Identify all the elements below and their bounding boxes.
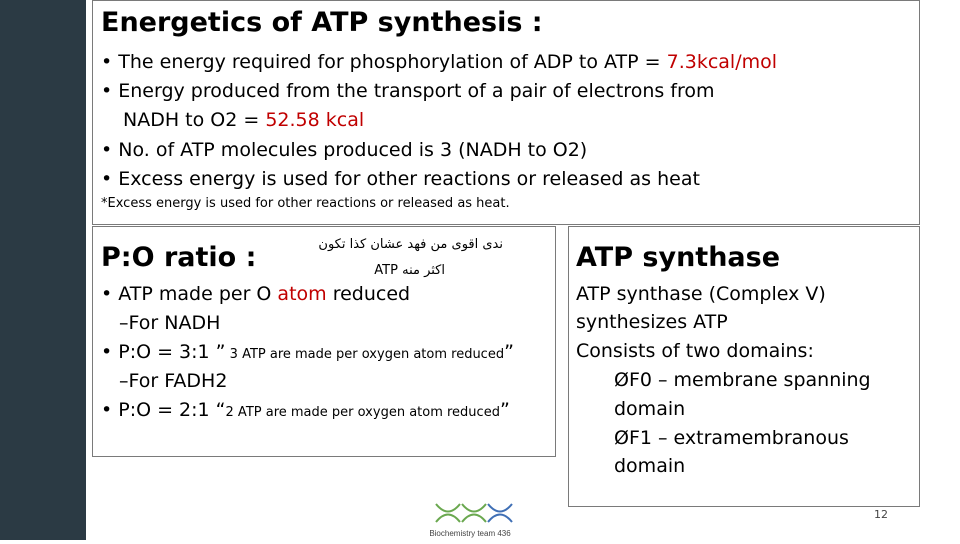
dna-logo-icon — [422, 500, 518, 540]
atom-word: atom — [277, 283, 327, 305]
synthase-line-7: domain — [614, 455, 686, 477]
excess-energy-note: *Excess energy is used for other reactions or released as heat. — [101, 196, 510, 211]
left-sidebar-band — [0, 0, 86, 540]
kcal-value-1: 7.3kcal/mol — [666, 51, 778, 73]
atp-synthase-title: ATP synthase — [576, 242, 781, 273]
synthase-line-3: Consists of two domains: — [576, 340, 814, 362]
po-ratio-box — [92, 226, 556, 457]
energetics-title: Energetics of ATP synthesis : — [101, 7, 543, 38]
page-number: 12 — [874, 508, 888, 521]
synthase-line-4: ØF0 – membrane spanning — [614, 369, 871, 391]
synthase-line-5: domain — [614, 398, 686, 420]
energetics-line-1: • The energy required for phosphorylation of ADP to ATP = 7.3kcal/mol — [101, 51, 778, 73]
energetics-box — [92, 0, 920, 225]
energetics-line-2: • Energy produced from the transport of a pair of electrons from — [101, 80, 715, 102]
arabic-note-line-2: اكثر منه ATP — [374, 263, 445, 278]
po-line-1: • ATP made per O atom reduced — [101, 283, 411, 305]
biochemistry-team-logo — [422, 500, 518, 540]
po-line-nadh: –For NADH — [119, 312, 221, 334]
energetics-line-3: NADH to O2 = 52.58 kcal — [123, 109, 365, 131]
synthase-line-6: ØF1 – extramembranous — [614, 427, 849, 449]
atp-synthase-box — [568, 226, 920, 507]
arabic-note-line-1: ندى اقوى من فهد عشان كذا تكون — [318, 237, 503, 252]
energetics-line-5: • Excess energy is used for other reactions or released as heat — [101, 168, 700, 190]
energetics-line-4: • No. of ATP molecules produced is 3 (NADH to O2) — [101, 139, 588, 161]
po-ratio-title: P:O ratio : — [101, 242, 257, 273]
synthase-line-2: synthesizes ATP — [576, 311, 728, 333]
po-line-3to1: • P:O = 3:1 ” 3 ATP are made per oxygen atom reduced” — [101, 341, 514, 363]
logo-text: Biochemistry team 436 — [429, 529, 511, 538]
po-line-2to1: • P:O = 2:1 “2 ATP are made per oxygen atom reduced” — [101, 399, 510, 421]
po-line-fadh2: –For FADH2 — [119, 370, 228, 392]
synthase-line-1: ATP synthase (Complex V) — [576, 283, 826, 305]
kcal-value-2: 52.58 kcal — [265, 109, 365, 131]
